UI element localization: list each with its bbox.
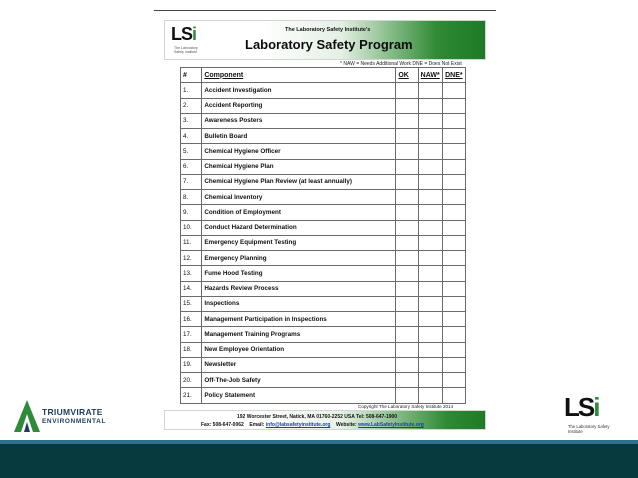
dne-checkbox-cell[interactable] — [443, 83, 466, 98]
logo-accent-letter: i — [192, 24, 197, 44]
document-subtitle: The Laboratory Safety Institute's — [285, 27, 371, 33]
table-header-row — [181, 68, 466, 83]
footer-email-label: Email: — [249, 422, 265, 428]
row-component: Bulletin Board — [202, 129, 396, 144]
dne-checkbox-cell[interactable] — [443, 174, 466, 189]
dne-checkbox-cell[interactable] — [443, 357, 466, 372]
row-number: 12. — [181, 251, 202, 266]
row-number: 11. — [181, 235, 202, 250]
dne-checkbox-cell[interactable] — [443, 327, 466, 342]
ok-checkbox-cell[interactable] — [396, 357, 418, 372]
ok-checkbox-cell[interactable] — [396, 220, 418, 235]
dne-checkbox-cell[interactable] — [443, 129, 466, 144]
row-component: Policy Statement — [202, 388, 396, 403]
dne-checkbox-cell[interactable] — [443, 113, 466, 128]
row-component: Chemical Inventory — [202, 190, 396, 205]
bottom-band — [0, 444, 638, 478]
row-component: Chemical Hygiene Officer — [202, 144, 396, 159]
row-number: 4. — [181, 129, 202, 144]
dne-checkbox-cell[interactable] — [443, 205, 466, 220]
dne-checkbox-cell[interactable] — [443, 159, 466, 174]
row-component: Accident Reporting — [202, 98, 396, 113]
naw-checkbox-cell[interactable] — [418, 174, 442, 189]
dne-checkbox-cell[interactable] — [443, 235, 466, 250]
ok-checkbox-cell[interactable] — [396, 373, 418, 388]
table-row — [181, 251, 466, 266]
table-row — [181, 113, 466, 128]
row-component: Chemical Hygiene Plan Review (at least annually) — [202, 174, 396, 189]
dne-checkbox-cell[interactable] — [443, 312, 466, 327]
table-row — [181, 235, 466, 250]
row-number: 1. — [181, 83, 202, 98]
triumvirate-name: TRIUMVIRATE — [42, 407, 103, 417]
row-component: Newsletter — [202, 357, 396, 372]
row-number: 16. — [181, 312, 202, 327]
header-ok: OK — [396, 68, 418, 83]
row-component: New Employee Orientation — [202, 342, 396, 357]
table-row — [181, 83, 466, 98]
ok-checkbox-cell[interactable] — [396, 144, 418, 159]
row-component: Conduct Hazard Determination — [202, 220, 396, 235]
logo-letters: LS — [171, 24, 193, 44]
dne-checkbox-cell[interactable] — [443, 144, 466, 159]
header-component: Component — [202, 68, 396, 83]
ok-checkbox-cell[interactable] — [396, 251, 418, 266]
naw-checkbox-cell[interactable] — [418, 312, 442, 327]
dne-checkbox-cell[interactable] — [443, 342, 466, 357]
footer-website-label: Website: — [335, 422, 357, 428]
ok-checkbox-cell[interactable] — [396, 205, 418, 220]
row-component: Off-The-Job Safety — [202, 373, 396, 388]
table-row — [181, 144, 466, 159]
ok-checkbox-cell[interactable] — [396, 312, 418, 327]
row-component: Emergency Equipment Testing — [202, 235, 396, 250]
lsi-logo — [564, 394, 624, 438]
table-row — [181, 205, 466, 220]
row-component: Fume Hood Testing — [202, 266, 396, 281]
header-naw: NAW* — [418, 68, 442, 83]
header-dne: DNE* — [443, 68, 466, 83]
row-number: 15. — [181, 296, 202, 311]
row-number: 8. — [181, 190, 202, 205]
row-component: Inspections — [202, 296, 396, 311]
table-row — [181, 327, 466, 342]
row-component: Awareness Posters — [202, 113, 396, 128]
naw-checkbox-cell[interactable] — [418, 296, 442, 311]
dne-checkbox-cell[interactable] — [443, 373, 466, 388]
row-component: Management Training Programs — [202, 327, 396, 342]
naw-checkbox-cell[interactable] — [418, 220, 442, 235]
naw-checkbox-cell[interactable] — [418, 235, 442, 250]
row-number: 3. — [181, 113, 202, 128]
table-row — [181, 388, 466, 403]
naw-checkbox-cell[interactable] — [418, 205, 442, 220]
table-body — [181, 83, 466, 403]
table-row — [181, 342, 466, 357]
row-number: 9. — [181, 205, 202, 220]
row-number: 13. — [181, 266, 202, 281]
row-component: Emergency Planning — [202, 251, 396, 266]
footer-fax: Fax: 508-647-0062 — [201, 422, 244, 428]
row-component: Condition of Employment — [202, 205, 396, 220]
row-component: Accident Investigation — [202, 83, 396, 98]
footer-address: 192 Worcester Street, Natick, MA 01760-2252 USA Tel: 508-647-1900 — [237, 414, 398, 420]
ok-checkbox-cell[interactable] — [396, 159, 418, 174]
ok-checkbox-cell[interactable] — [396, 235, 418, 250]
table-row — [181, 190, 466, 205]
table-row — [181, 220, 466, 235]
triumvirate-logo — [12, 398, 122, 434]
document-footer — [164, 410, 486, 430]
safety-checklist-table — [180, 67, 466, 404]
ok-checkbox-cell[interactable] — [396, 296, 418, 311]
document-header — [164, 20, 486, 60]
footer-contact — [201, 422, 424, 428]
row-number: 14. — [181, 281, 202, 296]
naw-checkbox-cell[interactable] — [418, 98, 442, 113]
ok-checkbox-cell[interactable] — [396, 388, 418, 403]
legend-note: * NAW = Needs Additional Work DNE = Does Not Exist — [340, 61, 462, 67]
ok-checkbox-cell[interactable] — [396, 281, 418, 296]
table-row — [181, 312, 466, 327]
table-row — [181, 129, 466, 144]
naw-checkbox-cell[interactable] — [418, 251, 442, 266]
row-number: 5. — [181, 144, 202, 159]
naw-checkbox-cell[interactable] — [418, 159, 442, 174]
ok-checkbox-cell[interactable] — [396, 83, 418, 98]
dne-checkbox-cell[interactable] — [443, 190, 466, 205]
row-number: 7. — [181, 174, 202, 189]
top-rule — [154, 10, 496, 11]
naw-checkbox-cell[interactable] — [418, 190, 442, 205]
row-number: 19. — [181, 357, 202, 372]
ok-checkbox-cell[interactable] — [396, 113, 418, 128]
naw-checkbox-cell[interactable] — [418, 388, 442, 403]
lsi-logo-letters: LS — [564, 392, 594, 422]
row-component: Management Participation in Inspections — [202, 312, 396, 327]
header-number: # — [181, 68, 202, 83]
dne-checkbox-cell[interactable] — [443, 220, 466, 235]
naw-checkbox-cell[interactable] — [418, 144, 442, 159]
lsi-small-logo — [171, 24, 205, 58]
table-row — [181, 266, 466, 281]
row-number: 18. — [181, 342, 202, 357]
dne-checkbox-cell[interactable] — [443, 266, 466, 281]
ok-checkbox-cell[interactable] — [396, 327, 418, 342]
naw-checkbox-cell[interactable] — [418, 373, 442, 388]
table-row — [181, 98, 466, 113]
lsi-logo-caption: The Laboratory Safety Institute — [568, 424, 610, 434]
naw-checkbox-cell[interactable] — [418, 113, 442, 128]
dne-checkbox-cell[interactable] — [443, 98, 466, 113]
naw-checkbox-cell[interactable] — [418, 266, 442, 281]
row-number: 10. — [181, 220, 202, 235]
table-row — [181, 296, 466, 311]
row-number: 6. — [181, 159, 202, 174]
ok-checkbox-cell[interactable] — [396, 129, 418, 144]
table-row — [181, 174, 466, 189]
table-row — [181, 373, 466, 388]
footer-website-link[interactable]: www.LabSafetyInstitute.org — [358, 422, 424, 428]
document-title: Laboratory Safety Program — [245, 37, 413, 52]
table-row — [181, 281, 466, 296]
dne-checkbox-cell[interactable] — [443, 281, 466, 296]
ok-checkbox-cell[interactable] — [396, 174, 418, 189]
row-number: 17. — [181, 327, 202, 342]
naw-checkbox-cell[interactable] — [418, 357, 442, 372]
ok-checkbox-cell[interactable] — [396, 342, 418, 357]
row-number: 21. — [181, 388, 202, 403]
row-number: 20. — [181, 373, 202, 388]
triumvirate-subname: ENVIRONMENTAL — [42, 418, 107, 425]
row-component: Chemical Hygiene Plan — [202, 159, 396, 174]
naw-checkbox-cell[interactable] — [418, 342, 442, 357]
naw-checkbox-cell[interactable] — [418, 281, 442, 296]
table-row — [181, 357, 466, 372]
dne-checkbox-cell[interactable] — [443, 388, 466, 403]
ok-checkbox-cell[interactable] — [396, 190, 418, 205]
ok-checkbox-cell[interactable] — [396, 266, 418, 281]
logo-caption: The Laboratory Safety Institute — [174, 46, 198, 54]
table-row — [181, 159, 466, 174]
naw-checkbox-cell[interactable] — [418, 327, 442, 342]
footer-email-link[interactable]: info@labsafetyinstitute.org — [265, 422, 331, 428]
triumvirate-triangle-icon — [12, 398, 42, 434]
row-component: Hazards Review Process — [202, 281, 396, 296]
lsi-logo-accent-letter: i — [593, 392, 599, 422]
dne-checkbox-cell[interactable] — [443, 296, 466, 311]
row-number: 2. — [181, 98, 202, 113]
ok-checkbox-cell[interactable] — [396, 98, 418, 113]
dne-checkbox-cell[interactable] — [443, 251, 466, 266]
naw-checkbox-cell[interactable] — [418, 83, 442, 98]
naw-checkbox-cell[interactable] — [418, 129, 442, 144]
copyright-notice: Copyright The Laboratory Safety Institute 2014 — [358, 404, 454, 409]
